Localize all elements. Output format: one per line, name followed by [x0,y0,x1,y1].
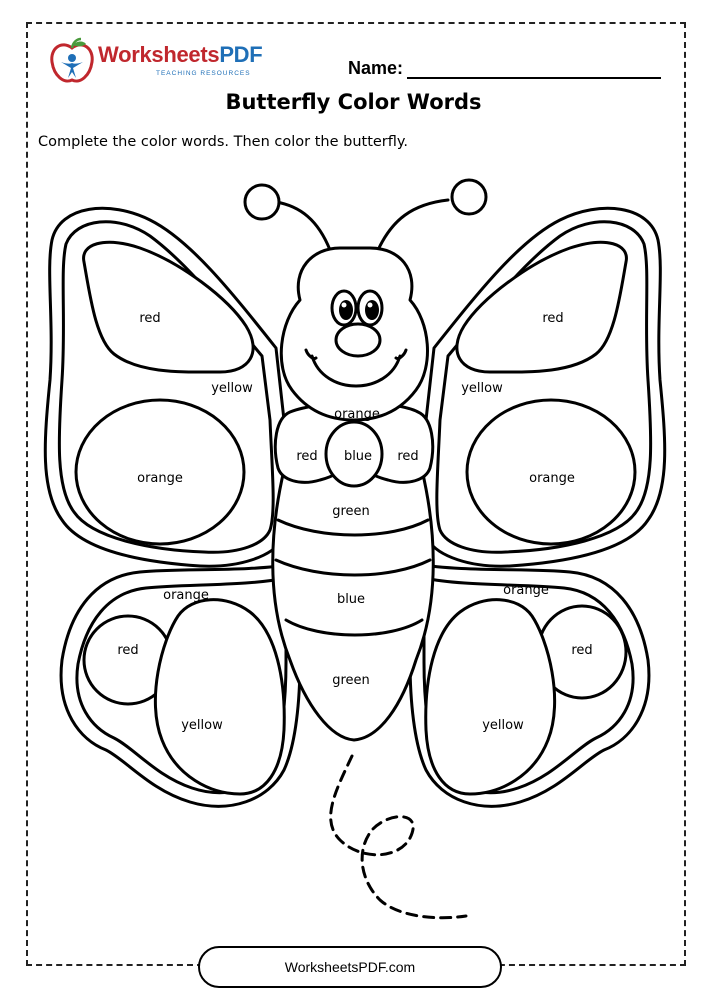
word-lower-right-top: orange [503,583,549,598]
word-upper-right-mid: yellow [461,381,503,396]
word-upper-left-circle: orange [137,471,183,486]
word-lower-left-big: yellow [181,718,223,733]
antenna-ball-right [452,180,486,214]
word-lower-right-big: yellow [482,718,524,733]
word-upper-right-top: red [542,311,564,326]
footer-url[interactable]: WorksheetsPDF.com [198,946,502,988]
word-body-mid: blue [336,592,366,607]
word-bow-left: red [296,449,318,464]
word-upper-left-top: red [139,311,161,326]
word-upper-right-circle: orange [529,471,575,486]
antenna-ball-left [245,185,279,219]
word-neck: orange [334,407,380,422]
logo-tagline: TEACHING RESOURCES [156,70,251,77]
word-body-bottom: green [332,673,370,688]
word-upper-left-mid: yellow [211,381,253,396]
word-bow-center: blue [343,449,373,464]
instructions: Complete the color words. Then color the butterfly. [38,134,409,150]
page-title: Butterfly Color Words [225,90,482,114]
word-lower-left-top: orange [163,588,209,603]
logo-brand-text: WorksheetsPDF [98,42,263,67]
word-body-top: green [332,504,370,519]
word-bow-right: red [397,449,419,464]
word-lower-left-small: red [117,643,139,658]
name-label: Name: [348,58,404,78]
word-lower-right-small: red [571,643,593,658]
